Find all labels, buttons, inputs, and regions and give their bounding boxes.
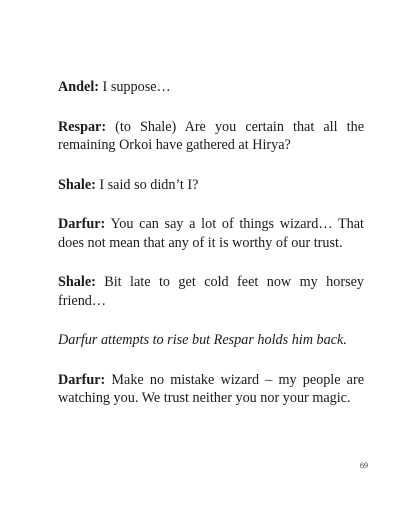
speaker-name: Shale:	[58, 274, 96, 290]
speaker-name: Darfur:	[58, 371, 106, 388]
page-number: 69	[360, 461, 368, 470]
speaker-name: Andel:	[58, 79, 99, 95]
speaker-name: Shale:	[58, 176, 96, 193]
dialogue-text: Make no mistake wizard – my people are watching you. We trust neither you nor your magic.	[58, 371, 364, 406]
dialogue-text: You can say a lot of things wizard… That does not mean that any of it is worthy of our trust.	[58, 216, 364, 251]
speaker-name: Respar:	[58, 118, 107, 135]
dialogue-andel	[58, 78, 364, 97]
dialogue-darfur	[58, 215, 364, 252]
script-page	[58, 78, 364, 429]
dialogue-darfur-2	[58, 371, 364, 408]
dialogue-shale	[58, 176, 364, 195]
dialogue-text: (to Shale) Are you certain that all the remaining Orkoi have gathered at Hirya?	[58, 118, 364, 153]
dialogue-shale-2	[58, 273, 364, 310]
stage-direction: Darfur attempts to rise but Respar holds him back.	[58, 332, 347, 348]
dialogue-text: Bit late to get cold feet now my horsey friend…	[58, 274, 364, 309]
dialogue-text: I suppose…	[99, 79, 171, 95]
dialogue-respar	[58, 118, 364, 155]
dialogue-text: I said so didn’t I?	[95, 176, 199, 193]
speaker-name: Darfur:	[58, 216, 106, 232]
